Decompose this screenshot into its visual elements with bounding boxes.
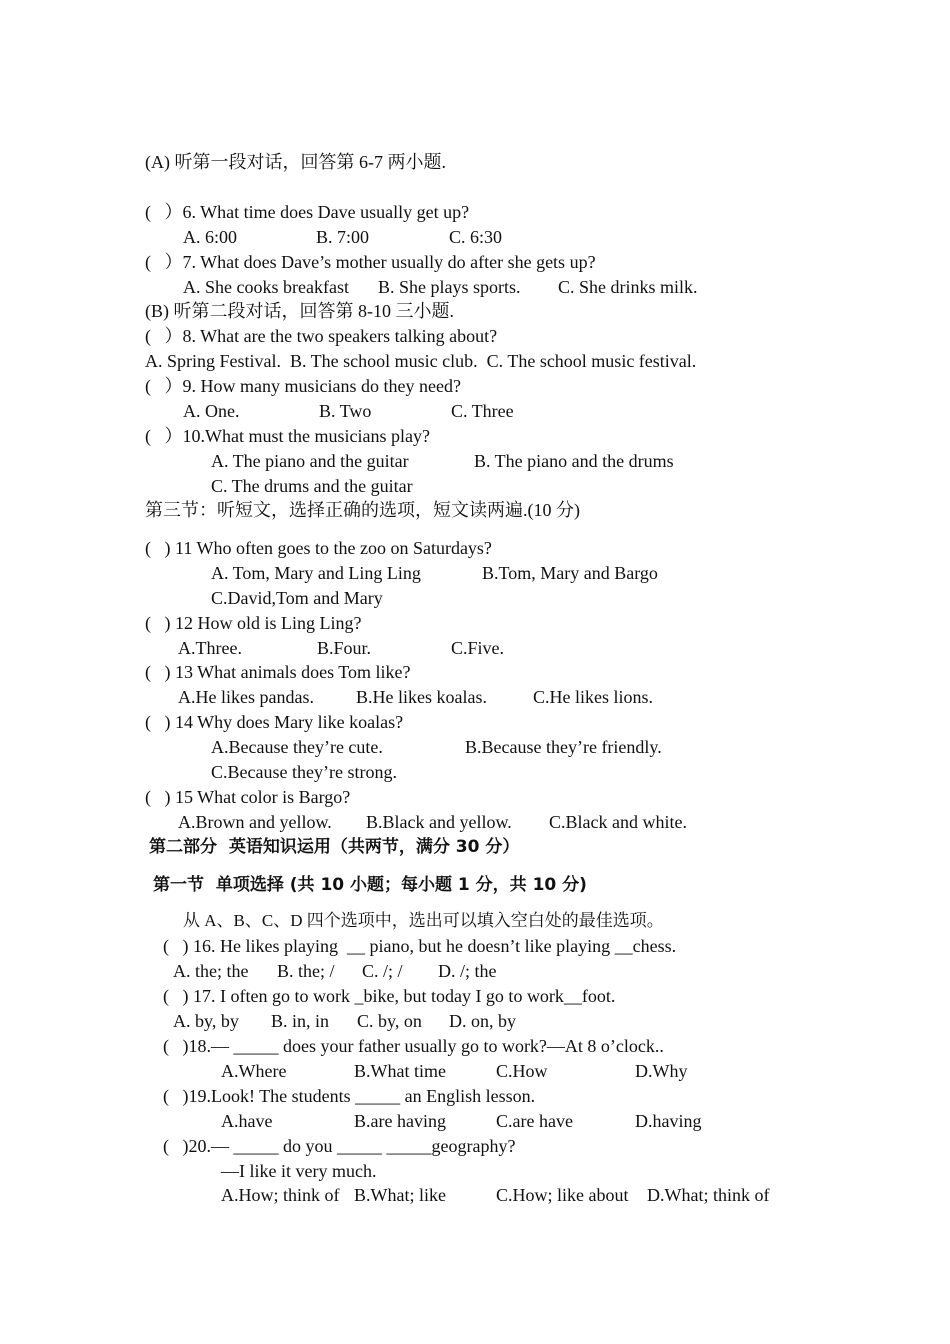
instruction-text: 从 A、B、C、D 四个选项中，选出可以填入空白处的最佳选项。 — [183, 911, 664, 930]
question-12-option-a: A.Three. — [178, 638, 242, 658]
question-9-option-b: B. Two — [319, 401, 372, 421]
question-14-stem: ( ) 14 Why does Mary like koalas? — [145, 712, 404, 732]
question-10-option-a: A. The piano and the guitar — [211, 451, 409, 471]
question-17-option-d: D. on, by — [449, 1011, 516, 1031]
question-15-stem: ( ) 15 What color is Bargo? — [145, 787, 351, 807]
question-10-option-b: B. The piano and the drums — [474, 451, 674, 471]
question-19-option-b: B.are having — [354, 1111, 446, 1131]
question-17-option-b: B. in, in — [271, 1011, 330, 1031]
question-18-stem: ( )18.— _____ does your father usually go to work?—At 8 o’clock.. — [163, 1036, 664, 1056]
question-7-option-c: C. She drinks milk. — [558, 277, 698, 297]
question-7-stem: ( ）7. What does Dave’s mother usually do after she gets up? — [145, 252, 596, 272]
question-12-option-b: B.Four. — [317, 638, 372, 658]
question-18-option-d: D.Why — [635, 1061, 688, 1081]
question-20-option-c: C.How; like about — [496, 1185, 629, 1205]
question-11-option-b: B.Tom, Mary and Bargo — [482, 563, 658, 583]
section-3-heading: 第三节：听短文，选择正确的选项，短文读两遍.(10 分) — [145, 500, 580, 520]
question-16-option-d: D. /; the — [438, 961, 497, 981]
question-15-option-c: C.Black and white. — [549, 812, 687, 832]
question-16-option-a: A. the; the — [173, 961, 249, 981]
question-6-option-b: B. 7:00 — [316, 227, 370, 247]
question-14-option-b: B.Because they’re friendly. — [465, 737, 662, 757]
question-6-option-a: A. 6:00 — [183, 227, 237, 247]
question-6-stem: ( ）6. What time does Dave usually get up? — [145, 202, 470, 222]
question-9-option-a: A. One. — [183, 401, 240, 421]
question-7-option-a: A. She cooks breakfast — [183, 277, 349, 297]
question-17-option-a: A. by, by — [173, 1011, 239, 1031]
question-14-option-c: C.Because they’re strong. — [211, 762, 397, 782]
question-20-option-d: D.What; think of — [647, 1185, 770, 1205]
question-19-option-a: A.have — [221, 1111, 273, 1131]
question-18-option-b: B.What time — [354, 1061, 446, 1081]
question-11-stem: ( ) 11 Who often goes to the zoo on Saturdays? — [145, 538, 492, 558]
question-8-options: A. Spring Festival. B. The school music club. C. The school music festival. — [145, 351, 697, 371]
question-6-option-c: C. 6:30 — [449, 227, 503, 247]
section-b-heading: (B) 听第二段对话，回答第 8-10 三小题. — [145, 301, 454, 321]
question-7-option-b: B. She plays sports. — [378, 277, 521, 297]
question-19-stem: ( )19.Look! The students _____ an English lesson. — [163, 1086, 536, 1106]
question-10-option-c: C. The drums and the guitar — [211, 476, 413, 496]
question-19-option-c: C.are have — [496, 1111, 573, 1131]
question-17-stem: ( ) 17. I often go to work _bike, but today I go to work__foot. — [163, 986, 616, 1006]
question-15-option-a: A.Brown and yellow. — [178, 812, 332, 832]
part-2-heading: 第二部分 英语知识运用（共两节，满分 30 分） — [149, 837, 520, 857]
question-18-option-c: C.How — [496, 1061, 548, 1081]
section-a-heading: (A) 听第一段对话，回答第 6-7 两小题. — [145, 152, 446, 172]
question-20-stem: ( )20.— _____ do you _____ _____geography? — [163, 1136, 516, 1156]
question-14-option-a: A.Because they’re cute. — [211, 737, 383, 757]
question-9-stem: ( ）9. How many musicians do they need? — [145, 376, 461, 396]
question-10-stem: ( ）10.What must the musicians play? — [145, 426, 430, 446]
question-20-reply: —I like it very much. — [221, 1161, 377, 1181]
question-17-option-c: C. by, on — [357, 1011, 422, 1031]
question-13-option-a: A.He likes pandas. — [178, 687, 314, 707]
question-13-stem: ( ) 13 What animals does Tom like? — [145, 662, 411, 682]
question-8-stem: ( ）8. What are the two speakers talking about? — [145, 326, 498, 346]
question-15-option-b: B.Black and yellow. — [366, 812, 512, 832]
question-11-option-a: A. Tom, Mary and Ling Ling — [211, 563, 421, 583]
question-16-option-b: B. the; / — [277, 961, 335, 981]
question-16-stem: ( ) 16. He likes playing __ piano, but he doesn’t like playing __chess. — [163, 936, 677, 956]
question-9-option-c: C. Three — [451, 401, 514, 421]
question-11-option-c: C.David,Tom and Mary — [211, 588, 383, 608]
question-20-option-a: A.How; think of — [221, 1185, 340, 1205]
question-12-option-c: C.Five. — [451, 638, 505, 658]
question-20-option-b: B.What; like — [354, 1185, 446, 1205]
question-12-stem: ( ) 12 How old is Ling Ling? — [145, 613, 362, 633]
part-2-section-1-heading: 第一节 单项选择 (共 10 小题；每小题 1 分，共 10 分) — [153, 875, 587, 895]
question-18-option-a: A.Where — [221, 1061, 287, 1081]
question-16-option-c: C. /; / — [362, 961, 403, 981]
question-13-option-b: B.He likes koalas. — [356, 687, 487, 707]
question-19-option-d: D.having — [635, 1111, 702, 1131]
question-13-option-c: C.He likes lions. — [533, 687, 653, 707]
